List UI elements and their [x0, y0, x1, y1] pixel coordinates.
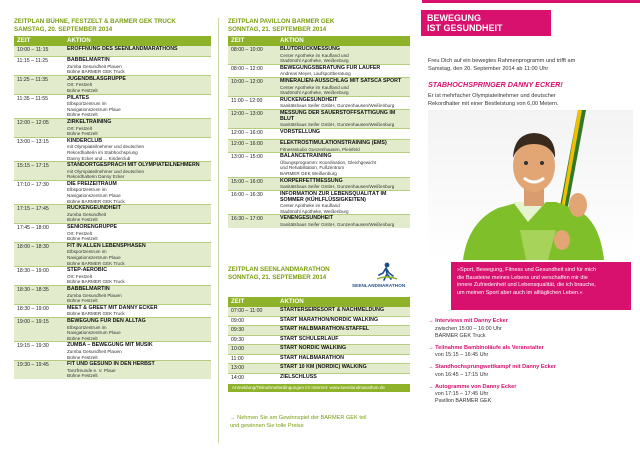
row-action	[64, 318, 211, 342]
row-action	[64, 57, 211, 76]
action-column-header: AKTION	[277, 297, 410, 307]
row-time: 09:30	[228, 335, 277, 345]
headline-block	[421, 10, 551, 36]
event-bullet	[428, 345, 633, 360]
row-action-detail: Bühne Festzelt	[67, 131, 98, 137]
row-time: 17:45 – 18:00	[14, 224, 64, 243]
row-action	[277, 153, 410, 177]
row-time: 18:00 – 18:30	[14, 242, 64, 266]
row-time: 10:00 – 12:00	[228, 78, 277, 97]
row-action	[277, 96, 410, 109]
headline	[421, 10, 551, 36]
event-bullet-title: → Interviews mit Danny Ecker	[428, 318, 508, 324]
row-action-detail: Ort: Festzelt	[67, 273, 93, 279]
raffle-note-line1: → Nehmen Sie am Gewinnspiel der BARMER GEK teil	[230, 415, 367, 421]
row-action-title: START HALBMARATHON-STAFFEL	[280, 326, 370, 332]
row-action	[277, 354, 410, 364]
row-action	[64, 75, 211, 94]
event-bullet-detail: zwischen 15:00 – 16:00 Uhr	[435, 325, 502, 332]
row-action	[277, 110, 410, 129]
row-time: 14:00	[228, 373, 277, 382]
table-row	[14, 75, 211, 94]
row-time: 11:35 – 11:55	[14, 94, 64, 118]
row-action	[64, 46, 211, 57]
row-action-title: START MARATHON/NORDIC WALKING	[280, 316, 379, 323]
row-action-detail: Zumba Gesundheit Plauen	[67, 63, 122, 69]
row-action-title: STARTERSEIRESORT & NACHMELDUNG	[280, 307, 385, 313]
marathon-schedule-date: SONNTAG, 21. SEPTEMBER 2014	[228, 274, 327, 281]
runner-logo-icon	[376, 262, 398, 282]
row-action	[277, 78, 410, 97]
marathon-table-wrap	[228, 297, 410, 392]
athlete-photo	[428, 110, 633, 260]
event-bullet-detail: von 15:15 – 16:45 Uhr	[435, 352, 489, 358]
event-bullet-detail: von 16:45 – 17:15 Uhr	[435, 371, 489, 378]
row-action	[277, 190, 410, 214]
row-time: 15:00 – 16:00	[228, 177, 277, 190]
table-row	[228, 177, 410, 190]
row-time: 19:00 – 19:15	[14, 318, 64, 342]
table-row	[14, 205, 211, 224]
row-time: 11:15 – 11:25	[14, 57, 64, 76]
row-action-detail: Sanitätshaus Seifer GmbH, Gunzenhausen/Weißenburg	[280, 184, 395, 190]
row-action-title: START NORDIC WALKING	[280, 345, 347, 351]
row-time: 16:30 – 17:00	[228, 215, 277, 228]
event-bullet	[428, 384, 633, 406]
row-action-title: FIT UND GESUND IN DEN HERBST	[67, 361, 155, 368]
row-action-detail: Sanitätshaus Seifer GmbH, Gunzenhausen/Weißenburg	[280, 103, 395, 109]
row-time: 13:00 – 15:00	[228, 153, 277, 177]
row-time: 12:00 – 16:00	[228, 139, 277, 152]
bio-line2: Rekordhalter mit einer Bestleistung von 6,00 Metern.	[428, 100, 559, 107]
pavilion-schedule-table	[228, 36, 410, 228]
row-time: 18:30 – 19:00	[14, 304, 64, 317]
event-bullet-title: → Standhochsprungwettkampf mit Danny Ecker	[428, 364, 557, 370]
row-action-title: VORSTELLUNG	[280, 128, 321, 135]
row-action	[277, 335, 410, 345]
left-schedule-table	[14, 36, 211, 379]
row-action-detail: Zumba Gesundheit Plauen	[67, 349, 122, 355]
table-row	[14, 242, 211, 266]
row-action-detail: Navigationszentrum Plaue	[67, 330, 121, 336]
row-action-title: RÜCKENGEUNDHEIT	[67, 205, 121, 212]
intro-text	[428, 58, 633, 73]
row-action	[64, 137, 211, 161]
table-row	[14, 118, 211, 137]
row-action-title: BEWEGUNG FÜR DEN ALLTAG	[67, 318, 146, 325]
row-action-title: KINDERCLUB	[67, 137, 103, 144]
row-action-detail: Bühne BARMER GEK Truck	[67, 260, 125, 266]
row-action-detail: Andreas Meyer, Laufsportberatung	[280, 71, 351, 77]
table-row	[228, 316, 410, 326]
quote-line3: innere Zufriedenheit und Lebensqualität, die ich brauche,	[457, 282, 596, 288]
row-action-detail: Navigationszentrum Plaue	[67, 193, 121, 199]
row-action-title: BALANCETRAINING	[280, 153, 332, 160]
table-row	[228, 326, 410, 336]
row-action-detail: und Rehabilitation, Fußzentrum	[280, 165, 345, 171]
row-action-detail: Elbsportzentrum im	[67, 101, 107, 107]
row-action	[277, 316, 410, 326]
row-action-detail: Ort: Festzelt	[67, 230, 93, 236]
quote-line2: die Bausteine meines Lebens und verschaffen mir die	[457, 274, 588, 281]
row-action-detail: Elbsportzentrum im	[67, 324, 107, 330]
row-action	[277, 64, 410, 77]
row-action-title: VENENGESUNDHEIT	[280, 215, 333, 222]
row-action-title: STANDORTGESPRÄCH MIT OLYMPIATEILNEHMERN	[67, 162, 200, 169]
table-row	[14, 162, 211, 181]
row-action-detail: Bühne Festzelt	[67, 354, 98, 360]
row-action-title: ELEKTROSTIMULATIONSTRAINING (EMS)	[280, 139, 387, 146]
row-time: 12:00 – 16:00	[228, 128, 277, 139]
row-action-title: FIT IN ALLEN LEBENSPHASEN	[67, 242, 146, 249]
table-row	[228, 364, 410, 374]
pavilion-schedule-title: ZEITPLAN PAVILLON BARMER GEK	[228, 18, 335, 25]
table-row	[228, 307, 410, 316]
row-time: 08:00 – 12:00	[228, 64, 277, 77]
quote-line1: »Sport, Bewegung, Fitness und Gesundheit sind für mich	[457, 267, 597, 273]
table-row	[14, 180, 211, 204]
row-action-title: SENIORENGRUPPE	[67, 224, 118, 231]
row-action-detail: Ort: Festzelt	[67, 125, 93, 131]
row-action-detail: Bühne Festzelt	[67, 217, 98, 223]
table-row	[228, 373, 410, 382]
row-action-detail: Stadtmühl Apotheke, Weißenburg	[280, 208, 349, 214]
row-action	[277, 128, 410, 139]
panel-top-border	[422, 0, 640, 3]
row-action-title: BLUTDRUCKMESSUNG	[280, 46, 341, 52]
row-action-title: DIE FREIZEITRAUM	[67, 180, 117, 187]
row-action	[64, 118, 211, 137]
row-action-title: STEP-AEROBIC	[67, 267, 108, 274]
row-time: 19:15 – 19:30	[14, 342, 64, 361]
row-action-title: KÖRPERFETTMESSUNG	[280, 177, 343, 184]
row-action-detail: Center Apotheke im Kaufland und	[280, 52, 349, 58]
row-action	[277, 364, 410, 374]
row-action-title: MINERALIEN-AUSSCHLAG MIT SATSCA SPORT	[280, 78, 402, 85]
row-action	[64, 205, 211, 224]
row-time: 13:00 – 13:15	[14, 137, 64, 161]
row-time: 10:00	[228, 345, 277, 355]
left-schedule-title: ZEITPLAN BÜHNE, FESTZELT & BARMER GEK TRUCK	[14, 18, 176, 25]
right-panel	[417, 0, 640, 451]
row-action-detail: Bühne Festzelt	[67, 112, 98, 118]
row-time: 12:00 – 13:00	[228, 110, 277, 129]
row-action-detail: BARMER GEK Weißenburg	[280, 171, 337, 177]
marathon-logo-text: SEENLANDMARATHON	[352, 283, 406, 288]
row-action	[277, 177, 410, 190]
athlete-bio	[428, 93, 636, 108]
row-time: 09:00	[228, 316, 277, 326]
table-row	[14, 224, 211, 243]
marathon-logo	[352, 262, 422, 292]
row-action-detail: Bühne BARMER GEK Truck	[67, 279, 125, 285]
row-action-detail: Elbsportzentrum im	[67, 249, 107, 255]
row-action-detail: Navigationszentrum Plaue	[67, 106, 121, 112]
table-row	[228, 64, 410, 77]
table-row	[228, 96, 410, 109]
table-row	[14, 57, 211, 76]
row-action-title: RÜCKENGESUNDHEIT	[280, 96, 338, 103]
headline-line2: IST GESUNDHEIT	[427, 23, 503, 33]
row-time: 11:25 – 11:35	[14, 75, 64, 94]
event-bullet-detail: BARMER GEK Truck	[435, 332, 486, 339]
event-bullet	[428, 364, 633, 379]
table-row	[14, 318, 211, 342]
time-column-header: ZEIT	[228, 297, 277, 307]
row-action-title: PILATES	[67, 94, 89, 101]
event-bullet-detail: Pavillon BARMER GEK	[435, 398, 492, 404]
row-action-detail: Fitnessstudio Gunzenhausen, Pleinfeld	[280, 146, 360, 152]
time-column-header: ZEIT	[14, 36, 64, 46]
pavilion-schedule-date: SONNTAG, 21. SEPTEMBER 2014	[228, 26, 327, 33]
row-action-detail: Elbsportzentrum im	[67, 187, 107, 193]
row-action	[64, 361, 211, 379]
row-action-detail: Bühne Festzelt	[67, 373, 98, 379]
row-action-detail: Bühne BARMER GEK Truck	[67, 69, 125, 75]
table-row	[14, 304, 211, 317]
row-time: 07:00 – 11:00	[228, 307, 277, 316]
table-row	[14, 94, 211, 118]
row-action	[277, 46, 410, 64]
row-time: 10:00 – 11:15	[14, 46, 64, 57]
table-row	[14, 137, 211, 161]
row-action-title: JUGENDBLASGRUPPE	[67, 75, 126, 82]
left-schedule	[14, 18, 211, 379]
event-bullet-detail: von 17:15 – 17:45 Uhr	[435, 391, 489, 397]
row-action	[277, 307, 410, 316]
table-row	[228, 78, 410, 97]
row-time: 11:00 – 12:00	[228, 96, 277, 109]
row-time: 17:15 – 17:45	[14, 205, 64, 224]
row-action-title: ZIELSCHLUSS	[280, 373, 317, 380]
row-action-detail: Bühne Festzelt	[67, 236, 98, 242]
marathon-schedule-title: ZEITPLAN SEENLANDMARATHON	[228, 266, 330, 273]
row-action-title: ZIRKELTRAINING	[67, 118, 112, 125]
row-action-title: BABBELMARTIN	[67, 285, 110, 292]
row-action	[277, 215, 410, 228]
row-action-detail: Navigationszentrum Plaue	[67, 255, 121, 260]
row-action	[64, 304, 211, 317]
row-action	[277, 345, 410, 355]
action-column-header: AKTION	[64, 36, 211, 46]
row-time: 16:00 – 16:30	[228, 190, 277, 214]
row-action-detail: Tanzfreunde e. V. Plaue	[67, 367, 116, 373]
headline-line1: BEWEGUNG	[427, 13, 481, 23]
table-row	[228, 215, 410, 228]
row-time: 11:00	[228, 354, 277, 364]
table-row	[14, 46, 211, 57]
table-row	[228, 190, 410, 214]
row-action	[64, 285, 211, 304]
row-action-detail: Bühne BARMER GEK Truck	[67, 198, 125, 204]
table-row	[228, 139, 410, 152]
athlete-photo-illustration-icon	[428, 110, 633, 260]
row-action-detail: mit Olympiateilnehmer und deutschen	[67, 144, 145, 150]
row-time: 13:00	[228, 364, 277, 374]
bio-line1: Er ist mehrfacher Olympiateilnehmer und deutscher	[428, 93, 556, 99]
row-action-detail: Stadtmühl Apotheke, Weißenburg	[280, 58, 349, 64]
table-row	[228, 335, 410, 345]
table-row	[14, 361, 211, 379]
row-action	[64, 162, 211, 181]
row-action	[64, 180, 211, 204]
row-action	[277, 139, 410, 152]
raffle-note	[230, 414, 410, 430]
row-time: 17:10 – 17:30	[14, 180, 64, 204]
row-action-title: INFORMATION ZUR LEBENSQUALITÄT IM SOMMER (KÜHLFLÜSSIGKEITEN)	[280, 190, 387, 203]
row-action-detail: Bühne Festzelt	[67, 87, 98, 93]
row-action-detail: Zumba Gesundheit	[67, 211, 107, 217]
row-action-detail: Bühne Festzelt	[67, 335, 98, 341]
pavilion-schedule	[228, 18, 410, 228]
row-action-title: START HALBMARATHON	[280, 354, 344, 361]
action-column-header: AKTION	[277, 36, 410, 46]
athlete-heading: STABHOCHSPRINGER DANNY ECKER!	[428, 80, 563, 89]
time-column-header: ZEIT	[228, 36, 277, 46]
row-action-detail: Sanitätshaus Seifer GmbH, Gunzenhausen/Weißenburg	[280, 122, 395, 128]
table-row	[14, 285, 211, 304]
row-time: 18:30 – 18:35	[14, 285, 64, 304]
row-action-title: ERÖFFNUNG DES SEENLANDMARATHONS	[67, 46, 178, 52]
row-action	[64, 94, 211, 118]
marathon-schedule-table	[228, 297, 410, 382]
event-bullet	[428, 318, 633, 340]
row-action-detail: Bühne Festzelt	[67, 298, 98, 304]
row-action	[64, 342, 211, 361]
row-action	[277, 326, 410, 336]
athlete-quote	[451, 262, 631, 310]
table-row	[14, 342, 211, 361]
row-time: 09:30	[228, 326, 277, 336]
quote-line4: um meinen Sport aber auch im alltäglichen Leben.«	[457, 289, 583, 296]
table-row	[228, 345, 410, 355]
row-action-title: MESSUNG DER SAUERSTOFFSÄTTIGUNG IM BLUT	[280, 110, 396, 122]
row-action-detail: Rekordhalterin im Stabhochsprung	[67, 149, 138, 155]
row-action-detail: Danny Ecker und ... Kinderclub	[67, 155, 131, 161]
row-action-detail: Ort: Festzelt	[67, 82, 93, 88]
row-action-title: START SCHÜLERLAUF	[280, 335, 339, 342]
row-action-detail: Stadtmühl Apotheke, Weißenburg	[280, 90, 349, 96]
event-bullet-title: → Autogramme von Danny Ecker	[428, 383, 517, 390]
table-row	[228, 128, 410, 139]
row-action-detail: Center Apotheke im Kaufland	[280, 203, 340, 209]
row-action-detail: Zumba Gesundheit Plauen	[67, 292, 122, 298]
row-time: 08:00 – 10:00	[228, 46, 277, 64]
row-time: 18:30 – 19:00	[14, 267, 64, 286]
row-action-detail: Rekordhalterin Danny Ecker	[67, 174, 125, 180]
table-row	[228, 354, 410, 364]
event-bullets	[428, 318, 633, 410]
table-row	[228, 153, 410, 177]
row-action-detail: Center Apotheke im Kaufland und	[280, 84, 349, 90]
intro-line1: Freu Dich auf ein bewegtes Rahmenprogramm und trifft am	[428, 58, 576, 64]
row-action-title: BABBELMARTIN	[67, 57, 110, 63]
row-action-title: MEET & GREET MIT DANNY ECKER	[67, 304, 158, 311]
row-time: 15:15 – 17:15	[14, 162, 64, 181]
raffle-note-line2: und gewinnen Sie tolle Preise	[230, 423, 304, 429]
row-action	[277, 373, 410, 382]
row-action	[64, 242, 211, 266]
column-divider	[218, 18, 219, 443]
row-action-title: BEWEGUNGSBERATUNG FÜR LÄUFER	[280, 64, 381, 71]
row-action-title: ZUMBA – BEWEGUNG MIT MUSIK	[67, 342, 153, 349]
row-action-detail: mit Olympiateilnehmer und deutschen	[67, 168, 145, 174]
table-row	[228, 110, 410, 129]
row-time: 12:00 – 12:05	[14, 118, 64, 137]
intro-line2: Samstag, den 20. September 2014 ab 11:00 Uhr	[428, 65, 549, 72]
row-action-detail: Bühne BARMER GEK Truck	[67, 311, 125, 317]
row-action	[64, 224, 211, 243]
row-action-title: START 10 KM (NORDIC) WALKING	[280, 364, 367, 370]
marathon-registration-bar: Anmeldung/Teilnahmebedingungen im Internet: www.seenlandmarathon.de	[228, 384, 410, 392]
row-action	[64, 267, 211, 286]
table-row	[14, 267, 211, 286]
row-action-detail: Sanitätshaus Seifer GmbH, Gunzenhausen/Weißenburg	[280, 221, 395, 227]
event-bullet-title: → Teilnahme Bambinoläufe als Veranstalter	[428, 344, 544, 351]
row-time: 19:30 – 19:45	[14, 361, 64, 379]
row-action-detail: Übungsprogramm: Koordination, Gleichgewicht	[280, 159, 377, 165]
table-row	[228, 46, 410, 64]
left-schedule-date: SAMSTAG, 20. SEPTEMBER 2014	[14, 26, 113, 33]
